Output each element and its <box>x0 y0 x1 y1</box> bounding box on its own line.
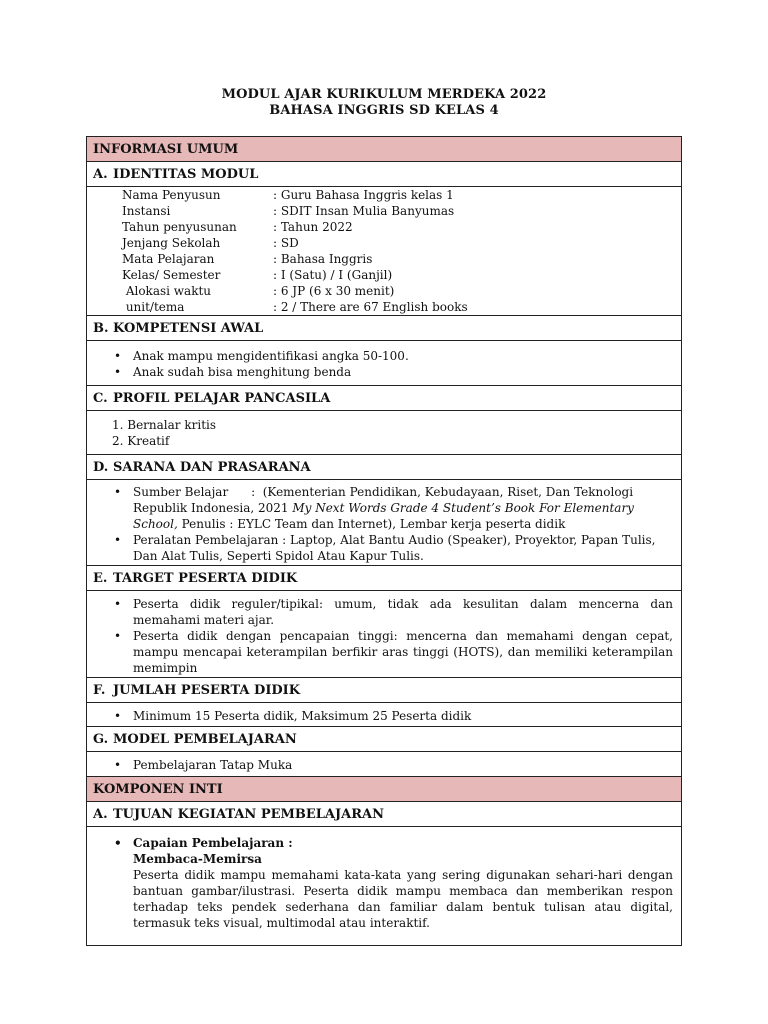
title-line-1: MODUL AJAR KURIKULUM MERDEKA 2022 <box>221 87 547 102</box>
section-letter: E. <box>93 570 108 586</box>
sarana-content-row <box>87 480 681 566</box>
identitas-header <box>87 162 681 186</box>
field-value: : Guru Bahasa Inggris kelas 1 <box>273 188 454 202</box>
profil-header-row <box>87 386 681 411</box>
identitas-header-row <box>87 162 681 187</box>
field-label: unit/tema <box>122 300 185 314</box>
field-value: : SD <box>273 236 299 250</box>
profil-content-row <box>87 411 681 455</box>
title-line-2: BAHASA INGGRIS SD KELAS 4 <box>269 103 499 118</box>
capaian-label: • Capaian Pembelajaran : <box>87 835 681 851</box>
section-title: JUMLAH PESERTA DIDIK <box>113 682 301 698</box>
jumlah-content-row <box>87 703 681 727</box>
model-content-row <box>87 752 681 777</box>
field-row <box>122 235 681 251</box>
model-header-row <box>87 727 681 752</box>
section-letter: G. <box>93 731 109 747</box>
field-label: Tahun penyusunan <box>122 220 237 234</box>
informasi-umum-header: INFORMASI UMUM <box>87 137 681 161</box>
profil-header <box>87 386 681 410</box>
field-value: : Tahun 2022 <box>273 220 353 234</box>
sarana-header-row <box>87 455 681 480</box>
bullet-list <box>87 757 681 773</box>
tujuan-subheading: Membaca-Memirsa <box>133 852 262 866</box>
tujuan-header <box>87 802 681 826</box>
field-row <box>122 267 681 283</box>
list-item: • Peserta didik reguler/tipikal: umum, tidak ada kesulitan dalam mencerna dan memahami materi ajar. <box>87 596 681 628</box>
bullet-list <box>87 484 681 564</box>
field-label: Nama Penyusun <box>122 188 221 202</box>
model-content <box>87 752 681 776</box>
identitas-content-row <box>87 187 681 316</box>
informasi-umum-header-row <box>87 137 681 162</box>
section-title: MODEL PEMBELAJARAN <box>113 731 297 747</box>
sarana-content <box>87 480 681 565</box>
bullet-list <box>87 835 681 851</box>
section-title: PROFIL PELAJAR PANCASILA <box>113 390 331 406</box>
kompetensi-content-row <box>87 341 681 386</box>
field-value: : Bahasa Inggris <box>273 252 373 266</box>
profil-content <box>87 411 681 454</box>
tujuan-header-row <box>87 802 681 827</box>
target-header <box>87 566 681 590</box>
sarana-header <box>87 455 681 479</box>
field-value: : 2 / There are 67 English books <box>273 300 468 314</box>
sumber-belajar-text: Sumber Belajar : (Kementerian Pendidikan, Kebudayaan, Riset, Dan Teknologi Republik Indonesia, 2021 <box>133 485 637 515</box>
field-row <box>122 219 681 235</box>
list-item: • Anak sudah bisa menghitung benda <box>87 364 681 380</box>
target-content-row <box>87 591 681 678</box>
field-row <box>122 283 681 299</box>
list-item: • Pembelajaran Tatap Muka <box>87 757 681 773</box>
field-label: Alokasi waktu <box>122 284 212 298</box>
section-letter: D. <box>93 459 109 475</box>
list-item: • Minimum 15 Peserta didik, Maksimum 25 Peserta didik <box>87 708 681 724</box>
target-content <box>87 591 681 677</box>
bullet-list <box>87 348 681 380</box>
book-title: My Next Words Grade 4 Student’s Book For Elementary School, <box>133 501 634 531</box>
section-letter: A. <box>93 806 108 822</box>
field-label: Instansi <box>122 204 171 218</box>
jumlah-header <box>87 678 681 702</box>
tujuan-content <box>87 827 681 945</box>
identitas-fields <box>87 187 681 315</box>
field-value: : SDIT Insan Mulia Banyumas <box>273 204 455 218</box>
jumlah-content <box>87 703 681 726</box>
document-title <box>0 87 768 119</box>
target-header-row <box>87 566 681 591</box>
model-header <box>87 727 681 751</box>
field-row <box>122 203 681 219</box>
komponen-inti-header: KOMPONEN INTI <box>87 777 681 801</box>
section-title: SARANA DAN PRASARANA <box>113 459 311 475</box>
section-title: TUJUAN KEGIATAN PEMBELAJARAN <box>113 806 385 822</box>
numbered-list <box>87 417 681 449</box>
list-item: • Peralatan Pembelajaran : Laptop, Alat Bantu Audio (Speaker), Proyektor, Papan Tulis, Dan Alat Tulis, Seperti Spidol Atau Kapur Tulis. <box>87 532 681 564</box>
komponen-inti-header-row <box>87 777 681 802</box>
field-label: Kelas/ Semester <box>122 268 221 282</box>
list-item: 1. Bernalar kritis <box>112 418 217 432</box>
section-title: TARGET PESERTA DIDIK <box>113 570 298 586</box>
tujuan-content-row <box>87 827 681 945</box>
bullet-list <box>87 596 681 676</box>
kompetensi-header-row <box>87 316 681 341</box>
field-value: : I (Satu) / I (Ganjil) <box>273 268 393 282</box>
field-row <box>122 187 681 203</box>
jumlah-header-row <box>87 678 681 703</box>
section-letter: B. <box>93 320 109 336</box>
tujuan-paragraph: Peserta didik mampu memahami kata-kata yang sering digunakan sehari-hari dengan bantuan gambar/ilustrasi. Peserta didik mampu membaca dan memberikan respon terhadap teks pendek sederhana dan familiar dalam bentuk tulisan atau digital, termasuk teks visual, multimodal atau interaktif. <box>133 868 673 930</box>
penulis-text: Penulis : EYLC Team dan Internet), Lembar kerja peserta didik <box>177 517 566 531</box>
list-item: 2. Kreatif <box>112 434 170 448</box>
module-table <box>86 136 682 946</box>
kompetensi-header <box>87 316 681 340</box>
bullet-list <box>87 708 681 724</box>
section-letter: F. <box>93 682 106 698</box>
list-item <box>87 484 681 532</box>
field-label: Mata Pelajaran <box>122 252 215 266</box>
section-title: IDENTITAS MODUL <box>113 166 259 182</box>
section-letter: C. <box>93 390 108 406</box>
section-title: KOMPETENSI AWAL <box>113 320 264 336</box>
field-value: : 6 JP (6 x 30 menit) <box>273 284 395 298</box>
section-letter: A. <box>93 166 108 182</box>
field-label: Jenjang Sekolah <box>122 236 221 250</box>
list-item: • Peserta didik dengan pencapaian tinggi: mencerna dan memahami dengan cepat, mampu mencapai keterampilan berfikir aras tinggi (HOTS), dan memiliki keterampilan memimpin <box>87 628 681 676</box>
list-item: • Anak mampu mengidentifikasi angka 50-100. <box>87 348 681 364</box>
field-row <box>122 251 681 267</box>
kompetensi-content <box>87 341 681 385</box>
field-row <box>122 299 681 315</box>
